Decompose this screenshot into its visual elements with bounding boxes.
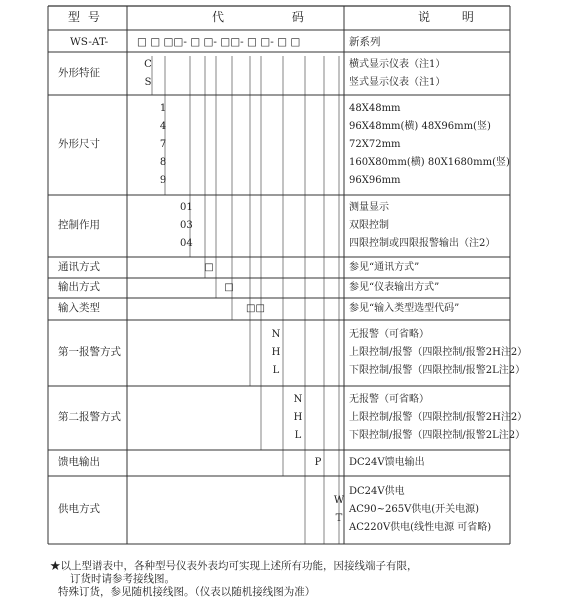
desc-power: AC220V供电(线性电源 可省略) [349, 522, 492, 533]
code-power: W [333, 495, 345, 506]
row-label-comm: 通讯方式 [58, 260, 100, 273]
desc-alarm1: 下限控制/报警（四限控制/报警2L注2） [349, 365, 526, 376]
model-code-pattern: □ □ □□- □ □- □□- □ □- □ □ [137, 36, 301, 48]
desc-power: AC90~265V供电(开关电源) [349, 504, 480, 515]
code-alarm2: N [293, 394, 303, 405]
row-label-output: 输出方式 [58, 281, 100, 293]
footnote-line: 特殊订货，参见随机接线图。（仪表以随机接线图为准） [58, 586, 316, 598]
code-size: 7 [159, 139, 167, 150]
row-label-size: 外形尺寸 [58, 138, 100, 150]
desc-size: 72X72mm [349, 139, 401, 150]
desc-alarm2: 上限控制/报警（四限控制/报警2H注2） [349, 412, 528, 423]
code-alarm2: H [293, 412, 303, 423]
footnotes [50, 560, 418, 599]
desc-control: 双限控制 [349, 220, 389, 231]
code-input: □□ [246, 303, 265, 314]
row-label-input: 输入类型 [58, 302, 100, 314]
row-label-power: 供电方式 [58, 503, 100, 515]
desc-alarm1: 无报警（可省略） [349, 329, 429, 340]
row-label-control: 控制作用 [58, 219, 100, 231]
desc-output: 参见“仪表输出方式” [349, 282, 440, 293]
code-alarm1: L [272, 365, 280, 376]
row-label-shape: 外形特征 [58, 66, 100, 79]
row-label-feed: 馈电输出 [58, 456, 100, 468]
code-shape: C [144, 58, 152, 70]
code-size: 4 [159, 121, 167, 132]
desc-size: 48X48mm [349, 103, 401, 114]
desc-alarm2: 下限控制/报警（四限控制/报警2L注2） [349, 430, 526, 441]
row-label-alarm1: 第一报警方式 [58, 346, 121, 358]
code-feed: P [314, 457, 322, 468]
footnote-line: 订货时请参考接线图。 [70, 573, 175, 585]
code-power: T [335, 513, 343, 524]
desc-comm: 参见“通讯方式” [349, 261, 420, 273]
code-alarm1: N [271, 329, 281, 340]
desc-size: 160X80mm(横) 80X1680mm(竖) [349, 157, 510, 168]
header-model: 型 号 [68, 10, 102, 24]
desc-control: 测量显示 [349, 202, 389, 213]
header-desc: 说 明 [418, 10, 476, 24]
model-prefix: WS-AT- [70, 36, 109, 48]
desc-shape: 竖式显示仪表（注1） [349, 76, 446, 88]
desc-alarm1: 上限控制/报警（四限控制/报警2H注2） [349, 347, 528, 358]
model-desc: 新系列 [349, 36, 381, 48]
header-code: 代 码 [212, 10, 306, 24]
footnote-line: ★以上型谱表中，各种型号仪表外表均可实现上述所有功能，因接线端子有限， [50, 560, 418, 572]
row-label-alarm2: 第二报警方式 [58, 411, 121, 423]
desc-input: 参见“输入类型选型代码” [349, 303, 460, 314]
code-size: 1 [159, 103, 167, 114]
code-alarm1: H [271, 347, 281, 358]
desc-power: DC24V供电 [349, 486, 405, 497]
desc-control: 四限控制或四限报警输出（注2） [349, 238, 496, 249]
desc-alarm2: 无报警（可省略） [349, 394, 429, 405]
code-comm: □ [204, 261, 214, 273]
desc-feed: DC24V馈电输出 [349, 457, 425, 468]
code-control: 01 [180, 202, 193, 213]
code-size: 8 [159, 157, 167, 168]
code-shape: S [144, 76, 152, 88]
desc-shape: 横式显示仪表（注1） [349, 58, 446, 70]
desc-size: 96X48mm(横) 48X96mm(竖) [349, 121, 491, 132]
desc-size: 96X96mm [349, 175, 401, 186]
code-control: 04 [180, 238, 193, 249]
code-alarm2: L [294, 430, 302, 441]
code-output: □ [224, 282, 234, 293]
code-control: 03 [180, 220, 193, 231]
code-size: 9 [159, 175, 167, 186]
